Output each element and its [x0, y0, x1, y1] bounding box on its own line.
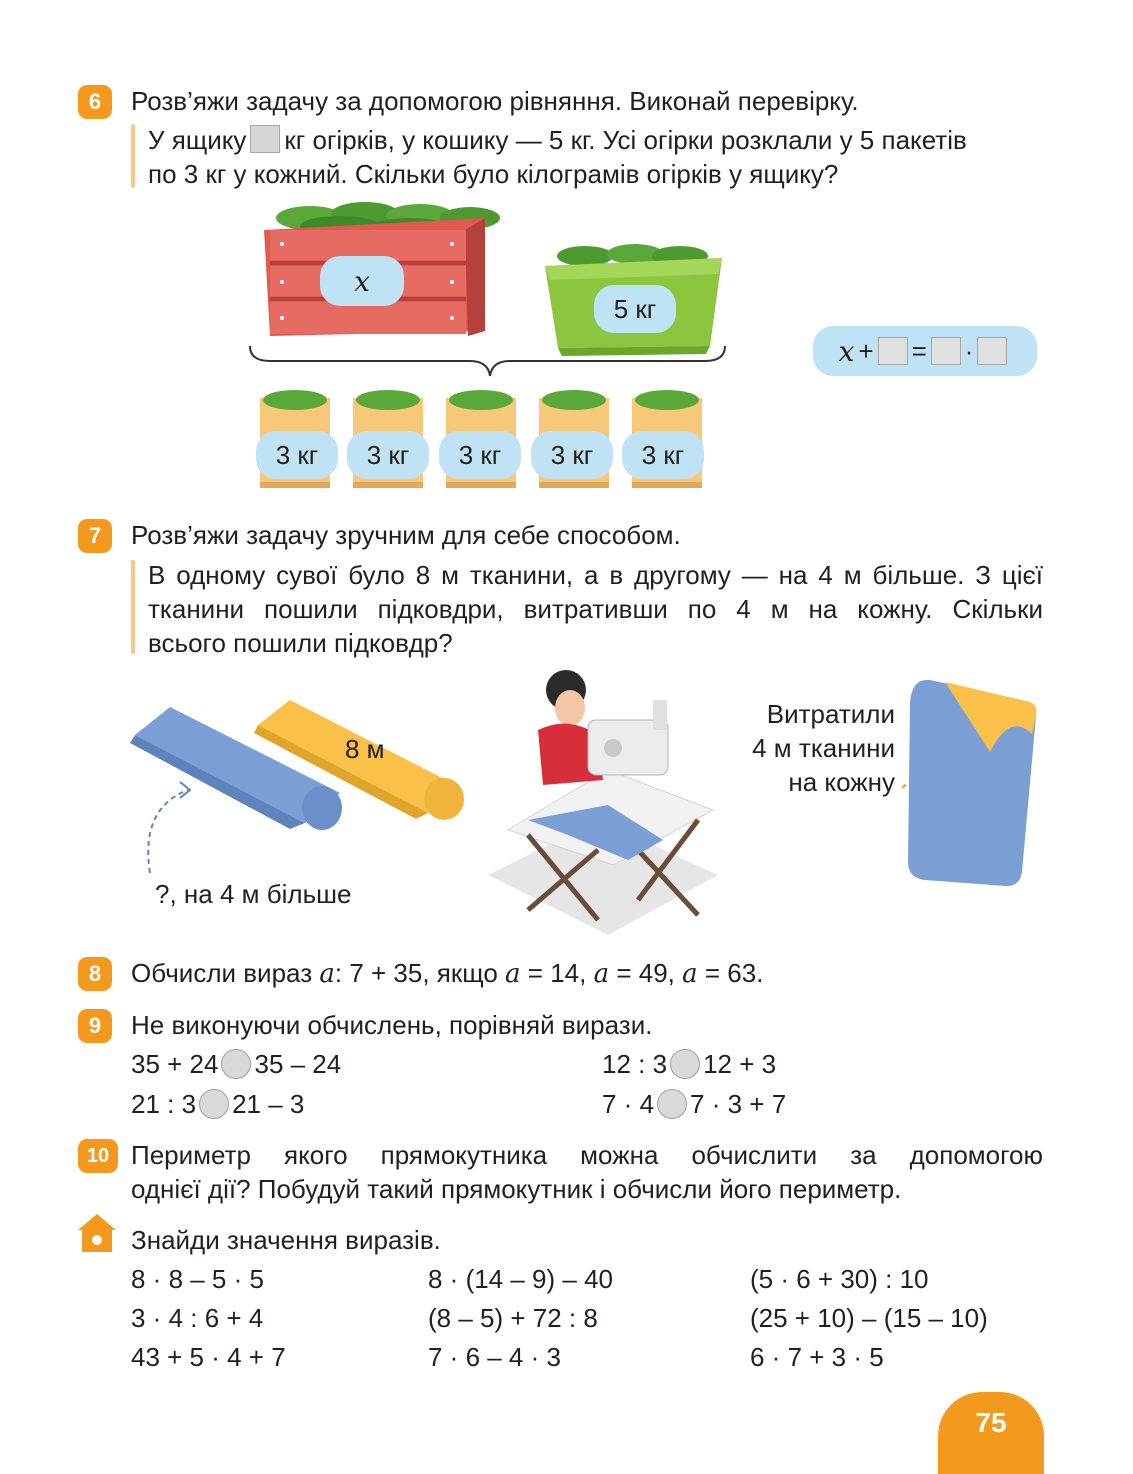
equation-pill — [813, 326, 1037, 376]
comparison-right: 21 – 3 — [232, 1089, 305, 1119]
comparison-row — [602, 1047, 776, 1081]
task-number-badge: 10 — [78, 1139, 118, 1173]
expression: 6 · 7 + 3 · 5 — [750, 1342, 884, 1372]
task-number-badge: 6 — [78, 85, 112, 119]
compare-circle[interactable] — [221, 1049, 251, 1079]
problem-bar — [131, 560, 135, 654]
problem-text — [148, 123, 967, 157]
task-instruction: Не виконуючи обчислень, порівняй вирази. — [131, 1010, 653, 1040]
basket-label: 5 кг — [594, 285, 676, 333]
task-instruction: Розв’яжи задачу за допомогою рівняння. Виконай перевірку. — [131, 86, 859, 116]
spent-text: 4 м тканини — [752, 733, 895, 763]
comparison-left: 21 : 3 — [131, 1089, 197, 1119]
comparison-right: 12 + 3 — [703, 1049, 777, 1079]
task-text-part: Обчисли вираз — [131, 958, 313, 988]
page-number: 75 — [938, 1392, 1044, 1474]
task-text: однієї дії? Побудуй такий прямокутник і обчисли його периметр. — [131, 1174, 902, 1204]
comparison-row — [131, 1047, 341, 1081]
comparison-row — [602, 1087, 786, 1121]
dashed-arrow — [140, 778, 200, 878]
bag-label: 3 кг — [439, 431, 521, 479]
bag-label: 3 кг — [256, 431, 338, 479]
task-text-part: : 7 + 35, якщо — [334, 958, 498, 988]
roll-question: ?, на 4 м більше — [155, 879, 352, 909]
math-variable: a — [505, 959, 521, 989]
comparison-row — [131, 1087, 304, 1121]
expression: (8 – 5) + 72 : 8 — [428, 1303, 598, 1333]
expression: 3 · 4 : 6 + 4 — [131, 1303, 264, 1333]
equation-plus: + — [858, 335, 874, 366]
crate-label: x — [320, 256, 404, 306]
problem-text: всього пошили підковдр? — [148, 628, 453, 658]
compare-circle[interactable] — [657, 1089, 687, 1119]
task-instruction: Знайди значення виразів. — [131, 1225, 441, 1255]
equation-dot: · — [964, 335, 974, 366]
task-text-part: = 14, — [527, 958, 587, 988]
math-variable: a — [319, 959, 335, 989]
expression: (5 · 6 + 30) : 10 — [750, 1264, 929, 1294]
expression: (25 + 10) – (15 – 10) — [750, 1303, 988, 1333]
compare-circle[interactable] — [670, 1049, 700, 1079]
comparison-right: 7 · 3 + 7 — [690, 1089, 787, 1119]
task-number-badge: 8 — [78, 957, 112, 991]
problem-text-part: кг огірків, у кошику — 5 кг. Усі огірки розклали у 5 пакетів — [284, 125, 967, 155]
math-variable: a — [593, 959, 610, 989]
expression: 8 · (14 – 9) – 40 — [428, 1264, 613, 1294]
equation-blank — [931, 337, 961, 365]
home-icon — [76, 1212, 118, 1254]
task-text: Периметр якого прямокутника можна обчислити за допомогою — [131, 1140, 1043, 1170]
compare-circle[interactable] — [199, 1089, 229, 1119]
equation-blank — [878, 337, 908, 365]
spent-text: Витратили — [766, 699, 895, 729]
equation-blank — [977, 337, 1007, 365]
task-instruction — [131, 956, 763, 991]
blank-box — [250, 125, 280, 153]
task-text-part: = 49, — [616, 958, 675, 988]
expression: 8 · 8 – 5 · 5 — [131, 1264, 264, 1294]
task-instruction: Розв’яжи задачу зручним для себе способом. — [131, 520, 681, 550]
comparison-right: 35 – 24 — [254, 1049, 342, 1079]
problem-text-part: У ящику — [148, 125, 247, 155]
expression: 43 + 5 · 4 + 7 — [131, 1342, 286, 1372]
comparison-left: 35 + 24 — [131, 1049, 219, 1079]
problem-text: В одному сувої було 8 м тканини, а в другому — на 4 м більше. З цієї — [148, 560, 1043, 590]
spent-text: на кожну — [788, 767, 895, 797]
problem-text: тканини пошили підковдри, витративши по 4 м на кожну. Скільки — [148, 594, 1043, 624]
bag-label: 3 кг — [531, 431, 613, 479]
equation-variable: x — [838, 334, 855, 368]
yellow-roll-label: 8 м — [345, 734, 385, 764]
comparison-left: 7 · 4 — [602, 1089, 655, 1119]
task-number-badge: 9 — [78, 1009, 112, 1043]
comparison-left: 12 : 3 — [602, 1049, 668, 1079]
task-text-part: = 63. — [704, 958, 764, 988]
problem-text: по 3 кг у кожний. Скільки було кілограмів огірків у ящику? — [148, 159, 839, 189]
problem-bar — [131, 124, 135, 188]
bag-label: 3 кг — [347, 431, 429, 479]
expression: 7 · 6 – 4 · 3 — [428, 1342, 561, 1372]
equation-equals: = — [911, 335, 927, 366]
task-number-badge: 7 — [78, 519, 112, 553]
math-variable: a — [682, 959, 698, 989]
sewing-illustration — [488, 660, 718, 940]
duvet-cover — [900, 672, 1045, 894]
bag-label: 3 кг — [622, 431, 704, 479]
